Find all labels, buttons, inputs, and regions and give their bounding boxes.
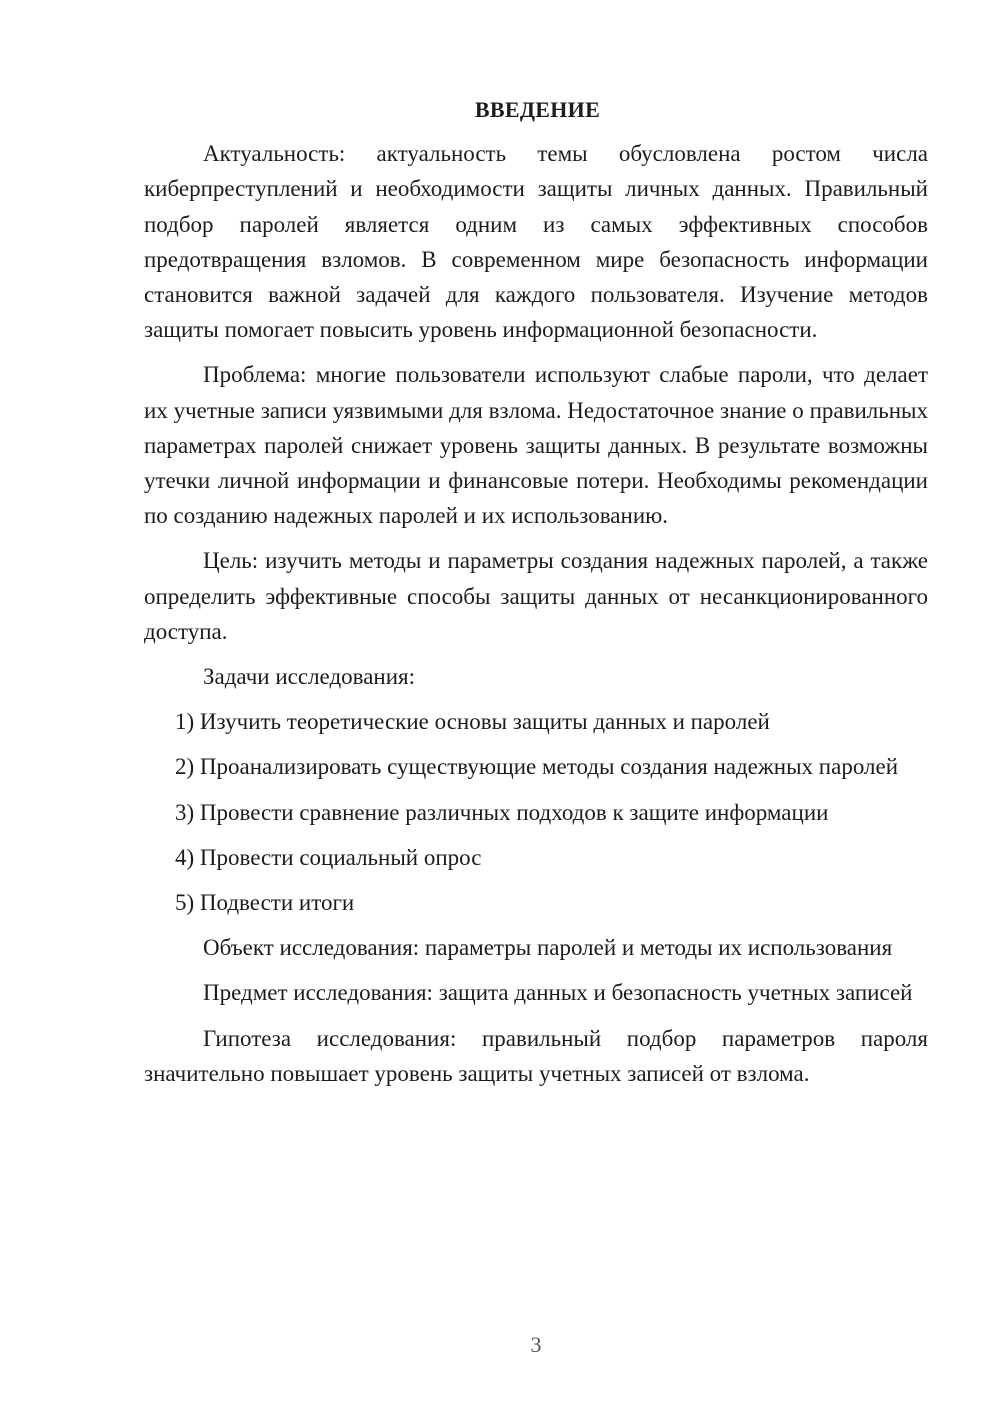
page-number: 3 — [530, 1332, 542, 1357]
problem-paragraph: Проблема: многие пользователи используют слабые пароли, что делает их учетные записи уязвимыми для взлома. Недостаточное знание о правильных параметрах паролей снижает уровень защиты данных. В результате возможны утечки личной информации и финансовые потери. Необходимы рекомендации по созданию надежных паролей и их использованию. — [144, 362, 928, 529]
task-item: 1) Изучить теоретические основы защиты данных и паролей — [175, 709, 770, 735]
task-item: 3) Провести сравнение различных подходов к защите информации — [175, 799, 829, 825]
task-item: 2) Проанализировать существующие методы создания надежных паролей — [175, 754, 899, 780]
subject-paragraph: Предмет исследования: защита данных и безопасность учетных записей — [203, 980, 913, 1006]
relevance-paragraph: Актуальность: актуальность темы обусловлена ростом числа киберпреступлений и необходимости защиты личных данных. Правильный подбор паролей является одним из самых эффективных способов предотвращения взломов. В современном мире безопасность информации становится важной задачей для каждого пользователя. Изучение методов защиты помогает повысить уровень информационной безопасности. — [144, 141, 928, 343]
tasks-list — [144, 704, 928, 920]
task-item: 5) Подвести итоги — [175, 890, 355, 916]
goal-paragraph: Цель: изучить методы и параметры создания надежных паролей, а также определить эффективные способы защиты данных от несанкционированного доступа. — [144, 548, 928, 644]
tasks-heading: Задачи исследования: — [203, 664, 416, 690]
object-paragraph: Объект исследования: параметры паролей и методы их использования — [203, 935, 893, 961]
hypothesis-paragraph: Гипотеза исследования: правильный подбор параметров пароля значительно повышает уровень защиты учетных записей от взлома. — [144, 1025, 928, 1086]
page-title: ВВЕДЕНИЕ — [474, 97, 601, 122]
document-page — [144, 92, 928, 1101]
task-item: 4) Провести социальный опрос — [175, 844, 482, 870]
